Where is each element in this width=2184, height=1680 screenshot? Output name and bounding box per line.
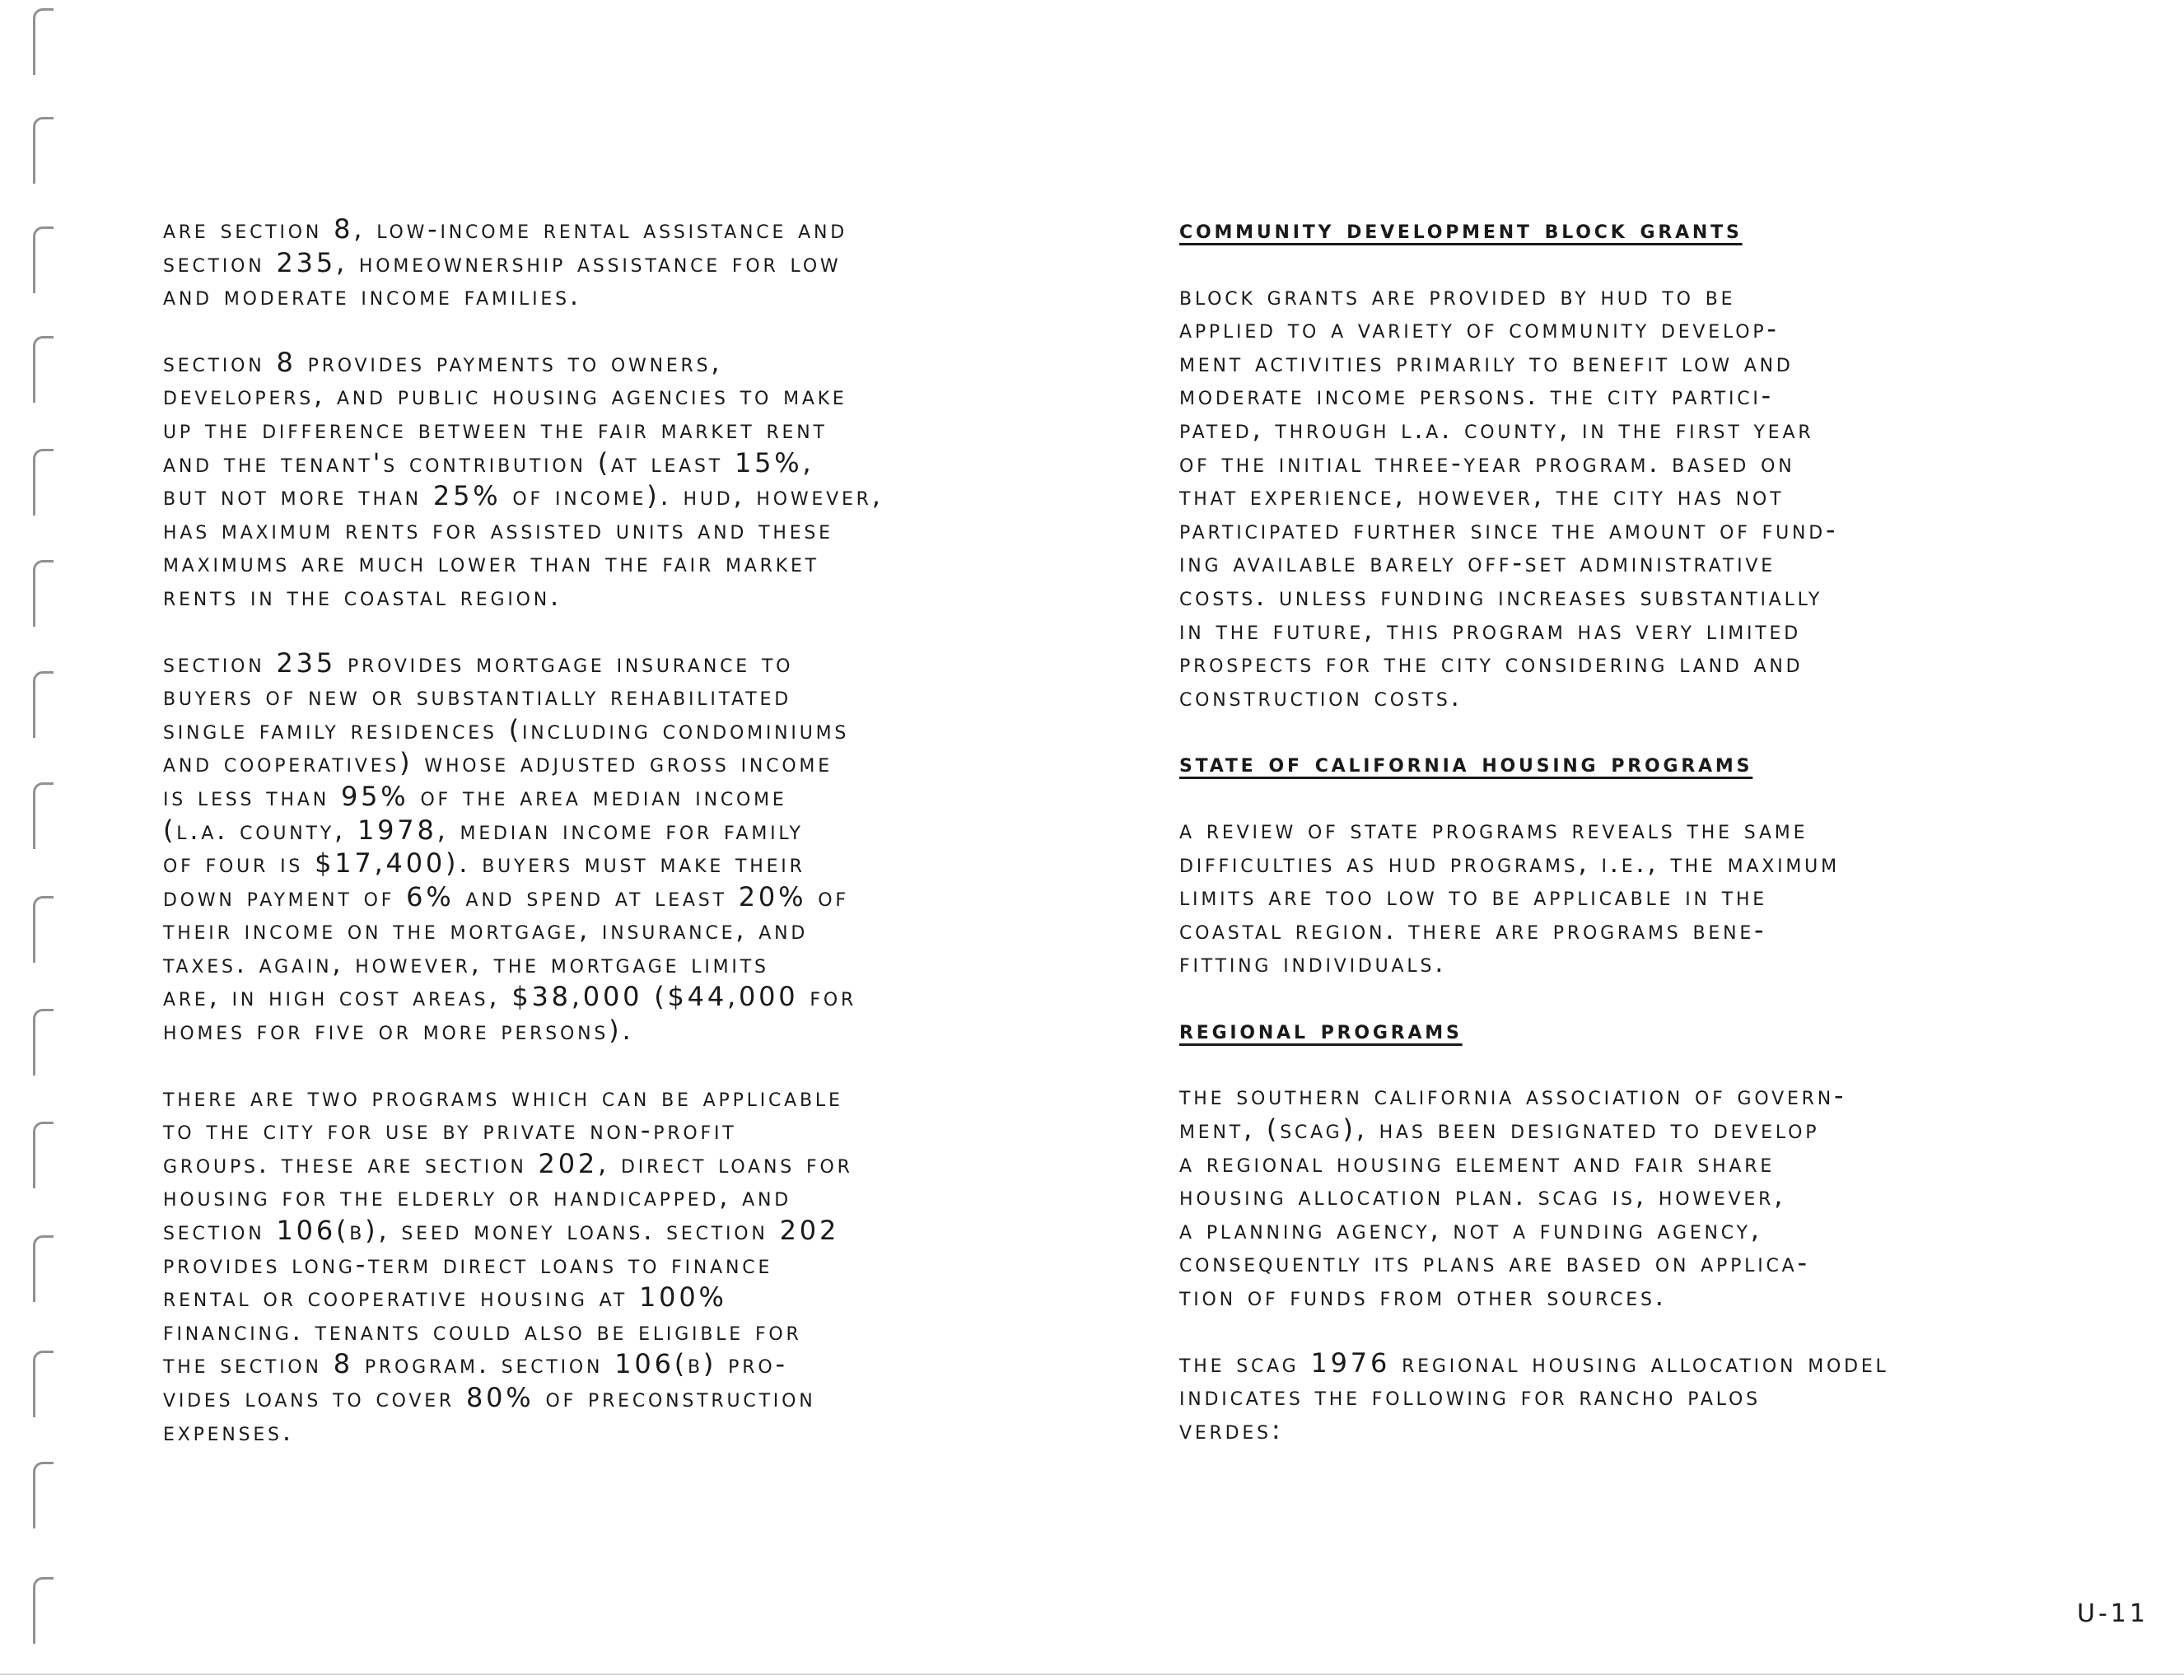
binder-ring <box>33 896 54 963</box>
binder-ring <box>33 226 54 293</box>
heading-state-housing-programs: state of california housing programs <box>1179 747 1753 779</box>
paragraph-section-8: section 8 provides payments to owners, developers, and public housing agencies to make up the difference between the fair market rent and the tenant's contribution (at least 15%, but not more than 25% of income). hud, however, has maximum rents for assisted units and these maximums are much lower than the fair market rents in the coastal region. <box>163 346 884 612</box>
page-number: U-11 <box>2077 1599 2149 1628</box>
binder-ring <box>33 1577 54 1644</box>
paragraph-scag: the southern california association of govern- ment, (scag), has been designated to develop a regional housing element and fair share housing allocation plan. scag is, however, a planning agency, not a funding agency, consequently its plans are based on applica- tion of funds from other sources. <box>1179 1080 1847 1313</box>
binder-ring <box>33 671 54 738</box>
binder-ring <box>33 560 54 627</box>
binder-ring <box>33 1235 54 1302</box>
binder-ring <box>33 1462 54 1528</box>
binder-ring <box>33 1122 54 1188</box>
heading-community-development-block-grants: community development block grants <box>1179 213 1743 245</box>
page-bottom-edge <box>0 1673 2184 1675</box>
binder-ring <box>33 1009 54 1076</box>
paragraph-non-profit-programs: there are two programs which can be applicable to the city for use by private non-profit groups. these are section 202, direct loans for housing for the elderly or handicapped, and section 106(b), seed money loans. section 202 provides long-term direct loans to finance rental or cooperative housing at 100% financing. tenants could also be eligible for the section 8 program. section 106(b) pro- vides loans to cover 80% of preconstruction expenses. <box>163 1080 853 1447</box>
paragraph-block-grants: block grants are provided by hud to be applied to a variety of community develop- ment activities primarily to benefit low and moderate income persons. the city partici- pated, through l.a. county, in the first year of the initial three-year program. based on that experience, however, the city has not participated further since the amount of fund- ing available barely off-set administrative costs. unless funding increases substantially in the future, this program has very limited prospects for the city considering land and construction costs. <box>1179 279 1839 712</box>
binder-ring <box>33 782 54 849</box>
paragraph-state-programs: a review of state programs reveals the same difficulties as hud programs, i.e., the maximum limits are too low to be applicable in the coastal region. there are programs bene- fitting individuals. <box>1179 813 1840 979</box>
left-column <box>163 212 1135 1481</box>
paragraph-scag-model: the scag 1976 regional housing allocation model indicates the following for rancho palos verdes: <box>1179 1346 1889 1445</box>
binder-ring <box>33 1351 54 1417</box>
right-column <box>1179 212 2151 1479</box>
binder-rings <box>0 0 74 1680</box>
paragraph-section-235: section 235 provides mortgage insurance to buyers of new or substantially rehabilitated single family residences (including condominiums and cooperatives) whose adjusted gross income is less than 95% of the area median income (l.a. county, 1978, median income for family of four is $17,400). buyers must make their down payment of 6% and spend at least 20% of their income on the mortgage, insurance, and taxes. again, however, the mortgage limits are, in high cost areas, $38,000 ($44,000 for homes for five or more persons). <box>163 646 857 1047</box>
binder-ring <box>33 8 54 75</box>
binder-ring <box>33 117 54 184</box>
heading-regional-programs: regional programs <box>1179 1013 1463 1045</box>
binder-ring <box>33 449 54 516</box>
binder-ring <box>33 336 54 403</box>
paragraph-section-8-intro: are section 8, low-income rental assistance and section 235, homeownership assistance for low and moderate income families. <box>163 213 847 312</box>
